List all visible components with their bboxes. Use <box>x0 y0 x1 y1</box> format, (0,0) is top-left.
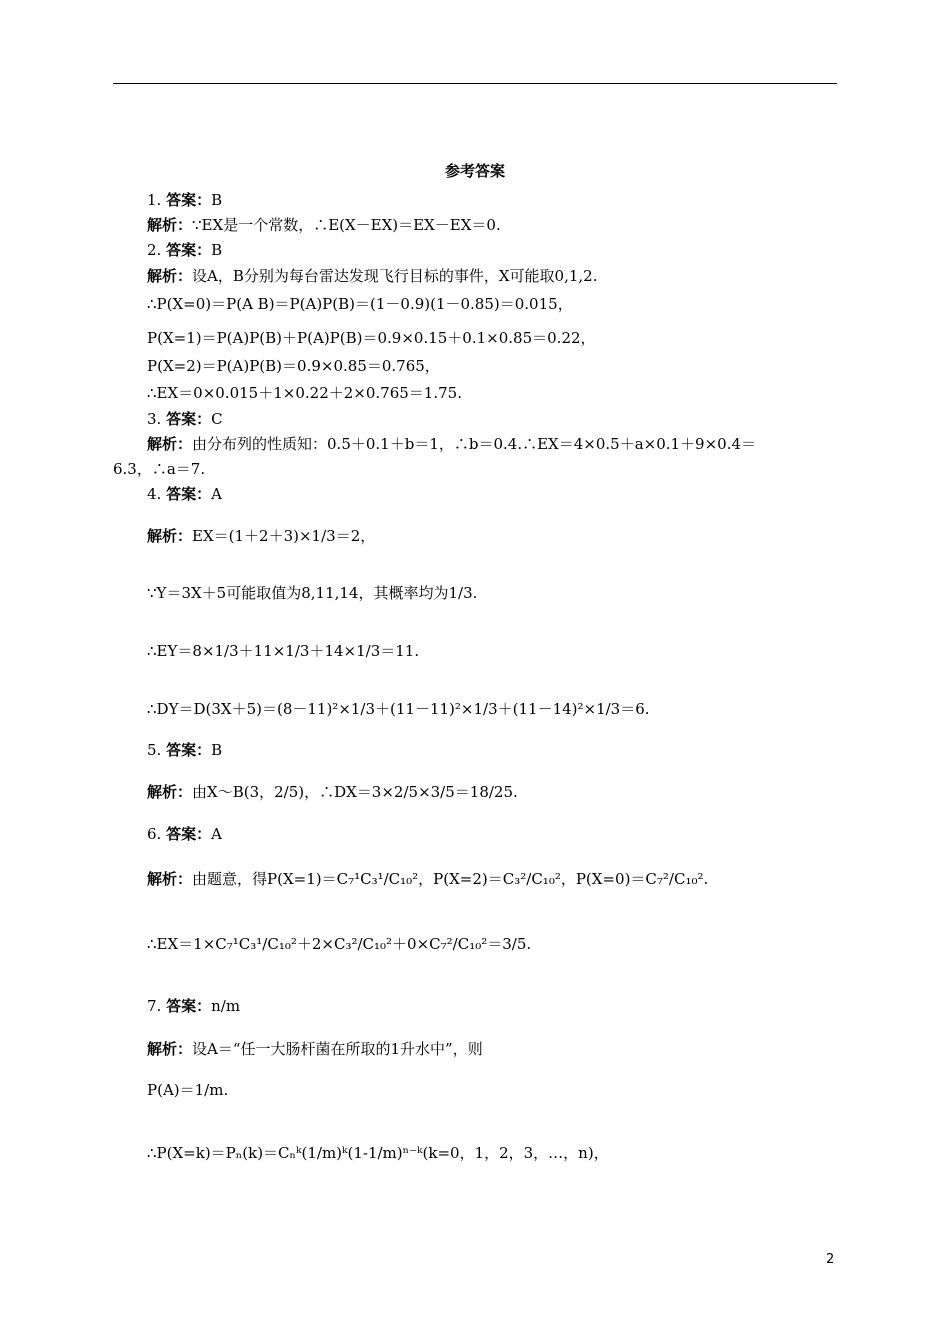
analysis-4: 解析：EX＝(1＋2＋3)×1/3＝2， <box>147 527 376 545</box>
item-4: 4. 答案：A <box>147 485 222 503</box>
item-3: 3. 答案：C <box>147 410 223 428</box>
q4-line-d: ∴DY＝D(3X＋5)＝(8－11)²×1/3＋(11－11)²×1/3＋(11－14)²×1/3＝6. <box>147 700 650 718</box>
q6-line-b: ∴EX＝1×C₇¹C₃¹/C₁₀²＋2×C₃²/C₁₀²＋0×C₇²/C₁₀²＝3/5. <box>147 935 532 953</box>
q7-line-c: ∴P(X=k)＝Pₙ(k)＝Cₙᵏ(1/m)ᵏ(1-1/m)ⁿ⁻ᵏ(k=0，1，2，3，…，n)， <box>147 1144 609 1162</box>
q7-line-b: P(A)＝1/m. <box>147 1081 229 1099</box>
item-5: 5. 答案：B <box>147 741 223 759</box>
analysis-5: 解析：由X～B(3，2/5)，∴DX＝3×2/5×3/5＝18/25. <box>147 783 518 801</box>
page-number: 2 <box>826 1252 835 1267</box>
analysis-7: 解析：设A＝“任一大肠杆菌在所取的1升水中”，则 <box>147 1040 483 1058</box>
header-rule <box>113 83 837 84</box>
analysis-3: 解析：由分布列的性质知：0.5＋0.1＋b＝1，∴b＝0.4.∴EX＝4×0.5＋a×0.1＋9×0.4＝ <box>147 435 757 453</box>
section-title: 参考答案 <box>444 162 505 180</box>
q2-line-c: P(X=1)＝P(A)P(B)＋P(A)P(B)＝0.9×0.15＋0.1×0.85＝0.22， <box>147 329 596 347</box>
q4-line-b: ∵Y＝3X＋5可能取值为8,11,14，其概率均为1/3. <box>147 584 478 602</box>
item-2: 2. 答案：B <box>147 241 223 259</box>
q3-line-b: 6.3，∴a＝7. <box>113 460 206 478</box>
item-6: 6. 答案：A <box>147 825 222 843</box>
analysis-2: 解析：设A，B分别为每台雷达发现飞行目标的事件，X可能取0,1,2. <box>147 267 598 285</box>
q2-line-d: P(X=2)＝P(A)P(B)＝0.9×0.85＝0.765， <box>147 357 440 375</box>
item-1: 1. 答案：B <box>147 191 223 209</box>
analysis-1: 解析：∵EX是一个常数，∴E(X－EX)＝EX－EX＝0. <box>147 216 501 234</box>
q2-line-b: ∴P(X=0)＝P(A B)＝P(A)P(B)＝(1－0.9)(1－0.85)＝0.015， <box>147 295 573 313</box>
item-7: 7. 答案：n/m <box>147 997 241 1015</box>
q2-line-e: ∴EX＝0×0.015＋1×0.22＋2×0.765＝1.75. <box>147 384 462 402</box>
q4-line-c: ∴EY＝8×1/3＋11×1/3＋14×1/3＝11. <box>147 642 420 660</box>
analysis-6: 解析：由题意，得P(X=1)＝C₇¹C₃¹/C₁₀²，P(X=2)＝C₃²/C₁₀²，P(X=0)＝C₇²/C₁₀². <box>147 870 709 888</box>
